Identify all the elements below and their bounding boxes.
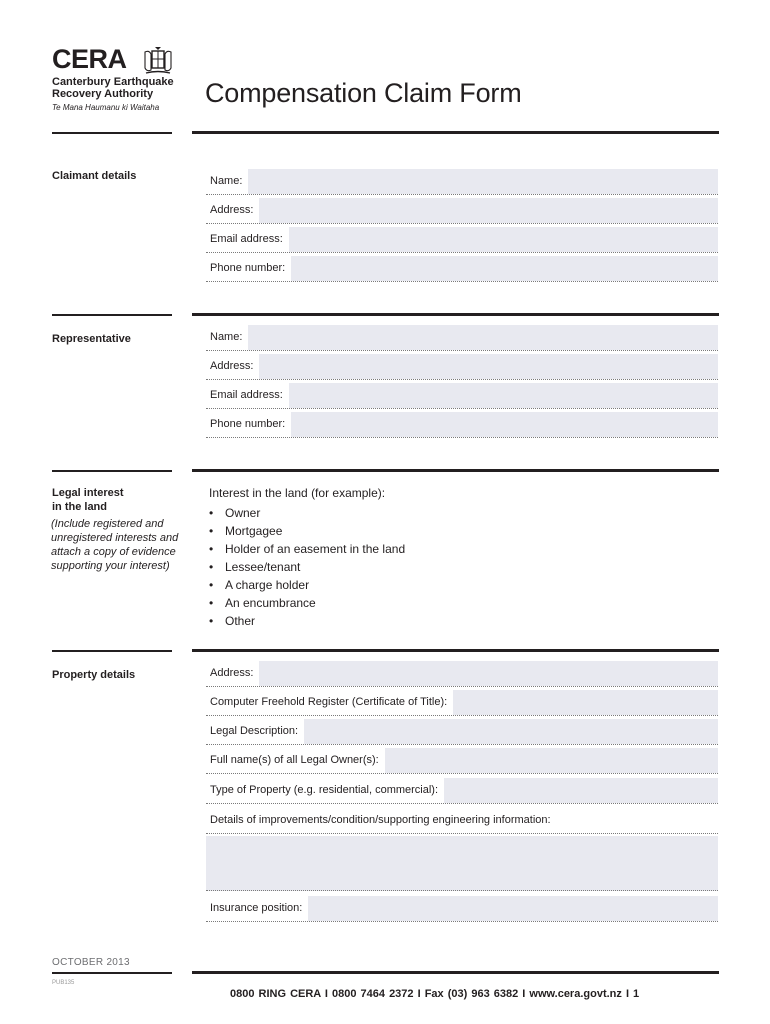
details-textarea[interactable] xyxy=(206,836,718,891)
section-divider xyxy=(192,313,719,316)
property-type-input[interactable] xyxy=(444,778,718,803)
legal-interest-list xyxy=(209,504,405,630)
section-divider xyxy=(192,131,719,134)
footer-divider xyxy=(192,971,719,974)
field-label: Computer Freehold Register (Certificate of Title): xyxy=(206,690,453,715)
footer-divider xyxy=(52,972,172,974)
legal-section-note: (Include registered and unregistered interests and attach a copy of evidence supporting your interest) xyxy=(51,518,179,572)
legal-section-title xyxy=(52,486,124,514)
list-item: • Mortgagee xyxy=(209,522,405,540)
claimant-name-input[interactable] xyxy=(248,169,718,194)
insurance-field[interactable] xyxy=(206,896,718,922)
representative-email-field[interactable] xyxy=(206,383,718,409)
property-title-input[interactable] xyxy=(453,690,718,715)
representative-address-field[interactable] xyxy=(206,354,718,380)
claimant-address-input[interactable] xyxy=(259,198,718,223)
section-divider xyxy=(52,132,172,134)
representative-name-field[interactable] xyxy=(206,325,718,351)
list-item: • Owner xyxy=(209,504,405,522)
field-label: Name: xyxy=(206,169,248,194)
list-item: • An encumbrance xyxy=(209,594,405,612)
legal-title-line1: Legal interest xyxy=(52,487,124,499)
representative-phone-field[interactable] xyxy=(206,412,718,438)
page-title: Compensation Claim Form xyxy=(205,78,522,108)
section-divider xyxy=(52,650,172,652)
representative-section-title: Representative xyxy=(52,333,131,345)
list-item: • Other xyxy=(209,612,405,630)
claimant-email-field[interactable] xyxy=(206,227,718,253)
org-name-line2: Recovery Authority xyxy=(52,88,154,100)
insurance-input[interactable] xyxy=(308,896,718,921)
representative-address-input[interactable] xyxy=(259,354,718,379)
field-label: Legal Description: xyxy=(206,719,304,744)
claimant-email-input[interactable] xyxy=(289,227,718,252)
property-title-field[interactable] xyxy=(206,690,718,716)
property-type-field[interactable] xyxy=(206,778,718,804)
property-owners-field[interactable] xyxy=(206,748,718,774)
list-item: • Lessee/tenant xyxy=(209,558,405,576)
field-label: Email address: xyxy=(206,383,289,408)
list-item: • Holder of an easement in the land xyxy=(209,540,405,558)
footer-contact: 0800 RING CERA I 0800 7464 2372 I Fax (03) 963 6382 I www.cera.govt.nz I 1 xyxy=(230,988,640,1000)
representative-phone-input[interactable] xyxy=(291,412,718,437)
field-label: Phone number: xyxy=(206,412,291,437)
org-name-line1: Canterbury Earthquake xyxy=(52,76,174,88)
section-divider xyxy=(192,469,719,472)
representative-name-input[interactable] xyxy=(248,325,718,350)
field-label: Address: xyxy=(206,661,259,686)
org-name xyxy=(52,76,182,100)
logo-wordmark: CERA xyxy=(52,44,127,74)
representative-email-input[interactable] xyxy=(289,383,718,408)
list-item: • A charge holder xyxy=(209,576,405,594)
field-label: Insurance position: xyxy=(206,896,308,921)
property-legal-description-field[interactable] xyxy=(206,719,718,745)
property-address-input[interactable] xyxy=(259,661,718,686)
publication-code: PUB135 xyxy=(52,980,75,986)
details-label: Details of improvements/condition/supporting engineering information: xyxy=(210,814,551,826)
claimant-phone-input[interactable] xyxy=(291,256,718,281)
property-section-title: Property details xyxy=(52,669,136,681)
legal-title-line2: in the land xyxy=(52,501,107,513)
property-legal-description-input[interactable] xyxy=(304,719,718,744)
claimant-name-field[interactable] xyxy=(206,169,718,195)
section-divider xyxy=(192,649,719,652)
field-label: Name: xyxy=(206,325,248,350)
section-divider xyxy=(52,470,172,472)
field-label: Email address: xyxy=(206,227,289,252)
field-label: Address: xyxy=(206,198,259,223)
field-label: Address: xyxy=(206,354,259,379)
claimant-section-title: Claimant details xyxy=(52,170,137,182)
field-label: Full name(s) of all Legal Owner(s): xyxy=(206,748,385,773)
section-divider xyxy=(52,314,172,316)
field-label: Phone number: xyxy=(206,256,291,281)
publication-date: OCTOBER 2013 xyxy=(52,957,130,968)
claimant-phone-field[interactable] xyxy=(206,256,718,282)
details-divider xyxy=(206,833,718,834)
property-address-field[interactable] xyxy=(206,661,718,687)
legal-intro: Interest in the land (for example): xyxy=(209,486,386,500)
property-owners-input[interactable] xyxy=(385,748,718,773)
claimant-address-field[interactable] xyxy=(206,198,718,224)
field-label: Type of Property (e.g. residential, commercial): xyxy=(206,778,444,803)
org-maori-name: Te Mana Haumanu ki Waitaha xyxy=(52,103,160,112)
coat-of-arms-icon xyxy=(142,46,174,76)
